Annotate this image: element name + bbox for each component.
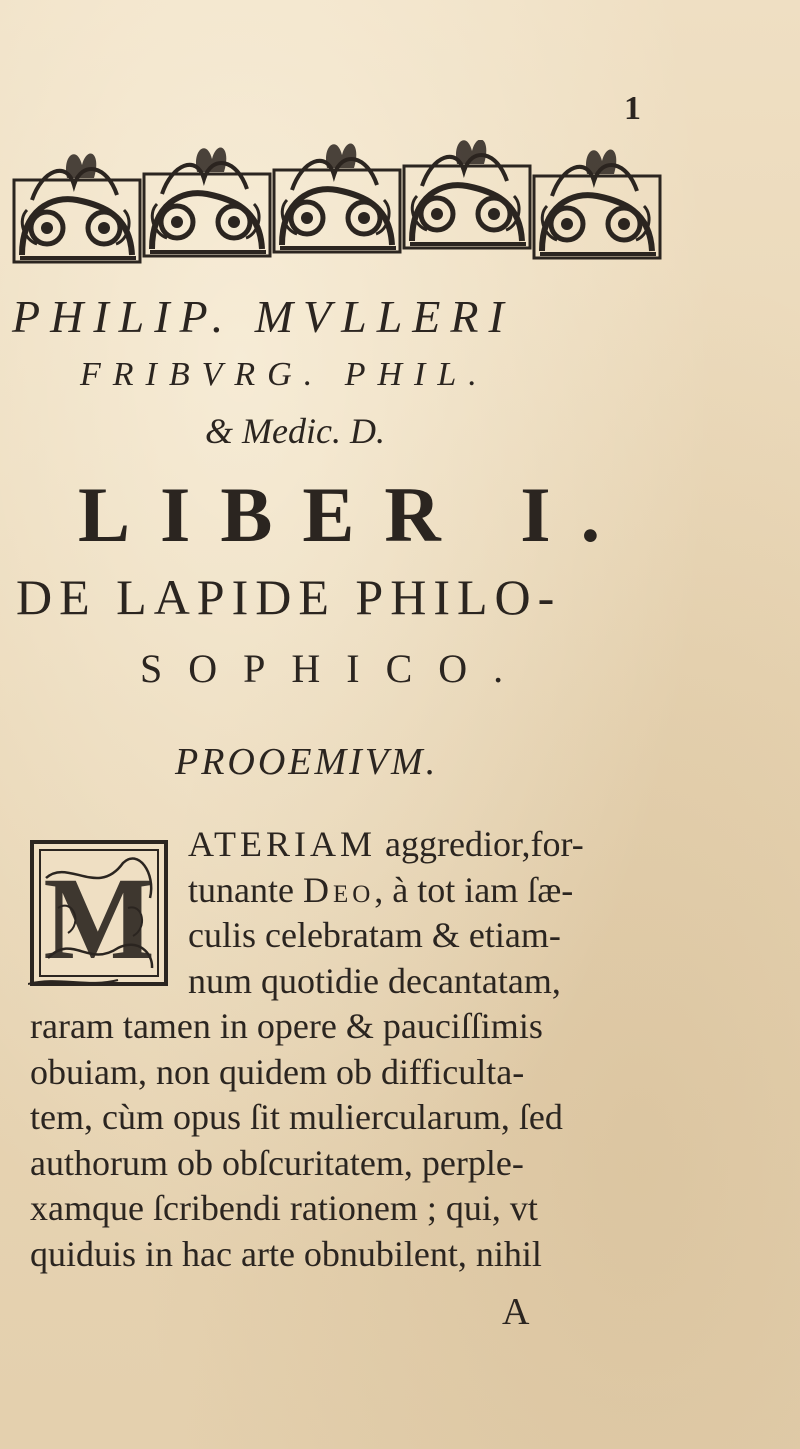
body-text — [30, 822, 680, 1277]
body-line-7: tem, cùm opus ſit muliercularum, ſed — [30, 1097, 563, 1137]
degree-line: & Medic. D. — [205, 411, 385, 451]
affiliation-line: FRIBVRG. PHIL. — [80, 356, 489, 393]
floral-headpiece-ornament — [12, 140, 664, 265]
subject-line-1: DE LAPIDE PHILO- — [16, 569, 562, 625]
body-line-3: culis celebratam & etiam- — [188, 915, 561, 955]
body-line-10: quiduis in hac arte obnubilent, nihil — [30, 1233, 542, 1274]
catchword: A — [502, 1291, 530, 1333]
body-line-6: obuiam, non quidem ob difficulta- — [30, 1051, 525, 1092]
body-line-4: num quotidie decantatam, — [188, 960, 561, 1001]
drop-cap-letter: M — [43, 853, 155, 984]
body-line-2: tunante Deo, à tot iam ſæ- — [188, 869, 574, 910]
page-number: 1 — [624, 90, 641, 127]
body-line-5: raram tamen in opere & pauciſſimis — [30, 1006, 543, 1046]
body-line-1: ATERIAM aggredior,for- — [188, 824, 584, 864]
section-title: PROOEMIVM. — [175, 741, 439, 783]
book-title: LIBER I. — [78, 471, 631, 558]
author-line: PHILIP. MVLLERI — [12, 291, 514, 342]
body-line-9: xamque ſcribendi rationem ; qui, vt — [30, 1188, 538, 1228]
body-line-8: authorum ob obſcuritatem, perple- — [30, 1142, 524, 1183]
subject-line-2: SOPHICO. — [140, 646, 530, 691]
